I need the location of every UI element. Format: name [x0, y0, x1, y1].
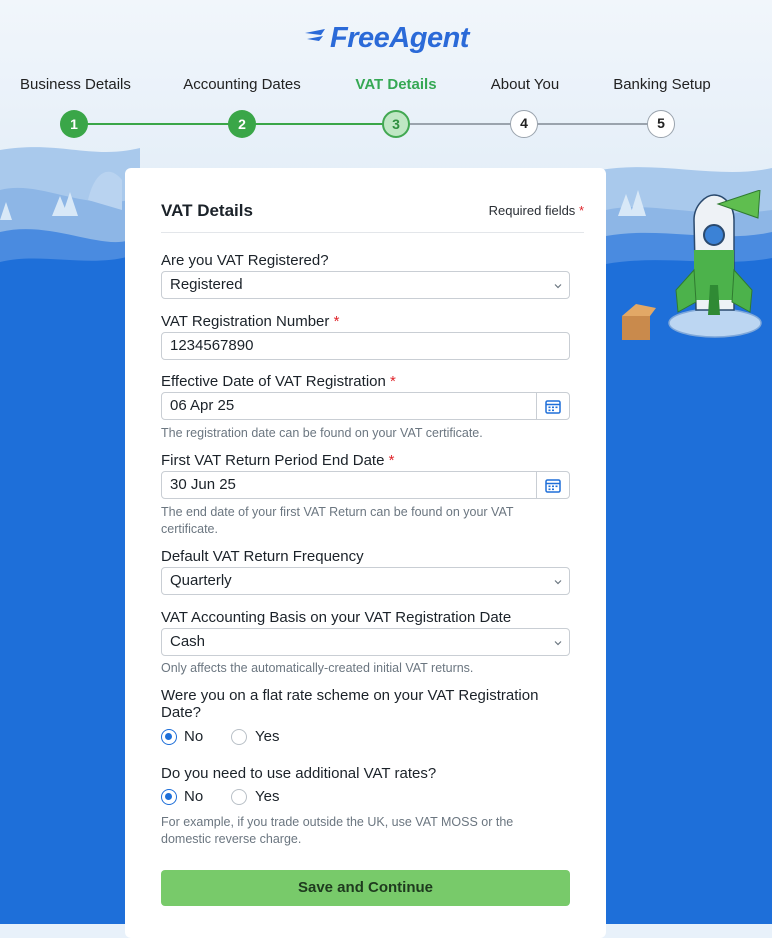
flat-rate-yes-radio[interactable]	[231, 729, 247, 745]
required-star: *	[333, 313, 340, 330]
calendar-icon	[545, 478, 561, 493]
radio-label: No	[184, 788, 204, 805]
step-5	[612, 76, 712, 93]
brand-name: FreeAgent	[330, 22, 469, 54]
first-return-label	[161, 452, 394, 469]
chevron-down-icon	[554, 282, 562, 290]
step-4	[488, 76, 562, 93]
step-2-circle[interactable]: 2	[228, 110, 256, 138]
input-value: 30 Jun 25	[170, 476, 236, 493]
accounting-basis-hint: Only affects the automatically-created initial VAT returns.	[161, 661, 474, 675]
step-label: Business Details	[20, 76, 131, 93]
card-header	[161, 198, 584, 233]
chevron-down-icon	[554, 578, 562, 586]
step-1-circle[interactable]: 1	[60, 110, 88, 138]
step-4-circle: 4	[510, 110, 538, 138]
radio-label: Yes	[255, 788, 280, 805]
step-label: About You	[490, 76, 560, 93]
logo-wings-icon	[303, 27, 329, 49]
vat-registered-label: Are you VAT Registered?	[161, 252, 329, 269]
rocket-illustration	[610, 190, 770, 350]
vat-number-label	[161, 313, 339, 330]
step-connector	[242, 123, 396, 125]
first-return-input[interactable]	[161, 471, 570, 499]
step-3-circle: 3	[382, 110, 410, 138]
label-text: Effective Date of VAT Registration	[161, 373, 386, 390]
step-2[interactable]	[182, 76, 302, 93]
select-value: Registered	[170, 276, 243, 293]
required-fields-note	[489, 203, 584, 218]
label-text: VAT Registration Number	[161, 313, 330, 330]
step-label: Banking Setup	[613, 76, 711, 93]
radio-label: Yes	[255, 728, 280, 745]
step-label: Accounting Dates	[183, 76, 301, 93]
step-connector	[524, 123, 661, 125]
accounting-basis-label: VAT Accounting Basis on your VAT Registration Date	[161, 609, 512, 626]
step-connector	[74, 123, 242, 125]
required-note-text: Required fields	[488, 203, 576, 218]
required-star: *	[388, 452, 395, 469]
frequency-select[interactable]	[161, 567, 570, 595]
step-5-circle: 5	[647, 110, 675, 138]
required-star: *	[390, 373, 396, 390]
step-label: VAT Details	[355, 76, 437, 93]
vat-number-input[interactable]: 1234567890	[161, 332, 570, 360]
effective-date-hint: The registration date can be found on your VAT certificate.	[161, 426, 483, 440]
required-star: *	[578, 203, 584, 218]
effective-date-label	[161, 373, 396, 390]
vat-registered-select[interactable]	[161, 271, 570, 299]
accounting-basis-select[interactable]	[161, 628, 570, 656]
radio-label: No	[184, 728, 204, 745]
flat-rate-label: Were you on a flat rate scheme on your VAT Registration Date?	[161, 687, 539, 721]
additional-rates-label: Do you need to use additional VAT rates?	[161, 765, 437, 782]
freeagent-logo[interactable]	[0, 22, 772, 55]
input-value: 06 Apr 25	[170, 397, 235, 414]
vat-details-card	[125, 168, 606, 938]
calendar-button[interactable]	[536, 472, 569, 498]
step-connector	[396, 123, 524, 125]
chevron-down-icon	[554, 639, 562, 647]
additional-rates-hint: For example, if you trade outside the UK, use VAT MOSS or the domestic reverse charge.	[161, 815, 514, 846]
calendar-button[interactable]	[536, 393, 569, 419]
select-value: Cash	[170, 633, 206, 650]
card-title: VAT Details	[161, 201, 253, 220]
additional-rates-no-radio[interactable]	[161, 789, 177, 805]
select-value: Quarterly	[170, 572, 232, 589]
step-3	[352, 76, 440, 93]
frequency-label: Default VAT Return Frequency	[161, 548, 364, 565]
step-1[interactable]	[20, 76, 131, 93]
first-return-hint: The end date of your first VAT Return can be found on your VAT certificate.	[161, 505, 514, 536]
additional-rates-yes-radio[interactable]	[231, 789, 247, 805]
effective-date-input[interactable]	[161, 392, 570, 420]
flat-rate-no-radio[interactable]	[161, 729, 177, 745]
save-and-continue-button[interactable]: Save and Continue	[161, 870, 570, 906]
label-text: First VAT Return Period End Date	[161, 452, 385, 469]
calendar-icon	[545, 399, 561, 414]
